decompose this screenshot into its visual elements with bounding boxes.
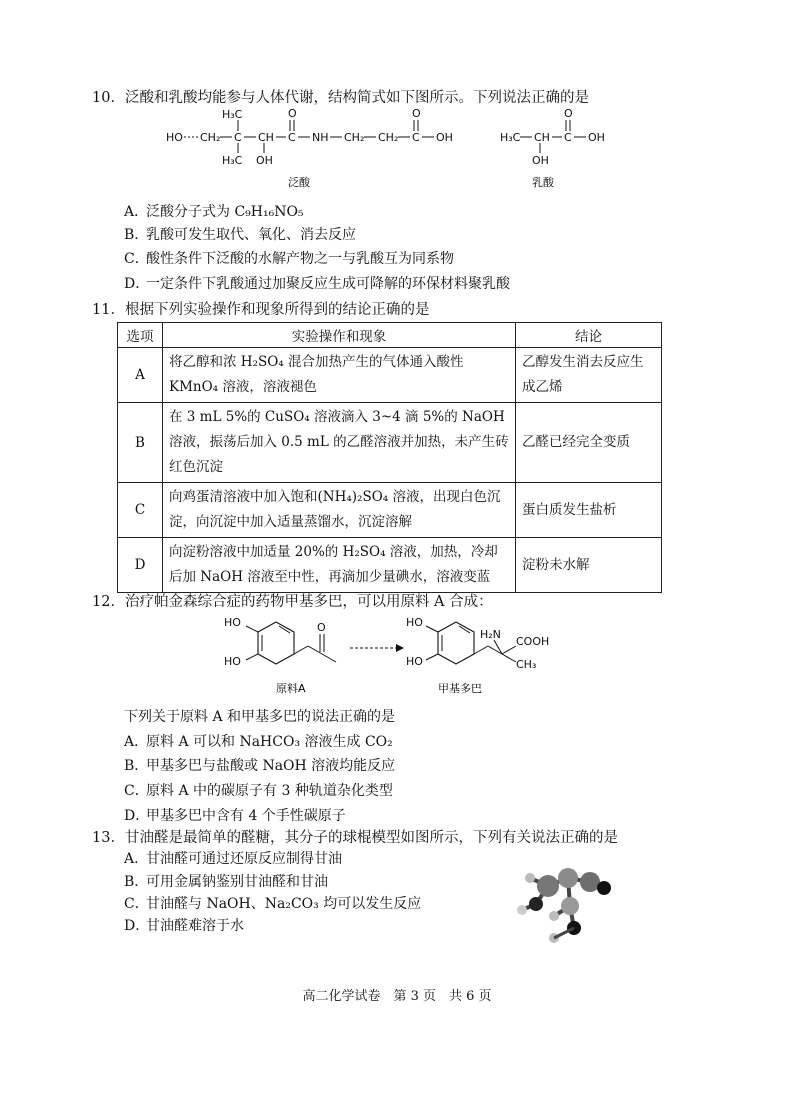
atom-ch3-bottom: H₃C	[222, 154, 243, 167]
table-row	[118, 483, 662, 538]
atom-c-lactic: C	[564, 131, 572, 144]
q12-option-d: D．甲基多巴中含有 4 个手性碳原子	[124, 808, 346, 824]
row-option: B	[118, 403, 163, 483]
caption-raw-a: 原料A	[276, 682, 306, 695]
q12-option-c: C．原料 A 中的碳原子有 3 种轨道杂化类型	[124, 783, 393, 799]
carbon-atom	[537, 875, 559, 897]
q12-structures	[210, 612, 570, 698]
row-conclusion: 淀粉未水解	[516, 538, 662, 593]
atom-ho-a: HO	[224, 616, 241, 629]
bond	[426, 626, 438, 632]
lactic-acid-structure	[500, 108, 605, 167]
page-footer: 高二化学试卷 第 3 页 共 6 页	[302, 989, 492, 1004]
atom-c-carbonyl: C	[288, 131, 296, 144]
bond	[246, 626, 258, 632]
atom-h2n: H₂N	[480, 628, 501, 641]
q13-option-b: B．可用金属钠鉴别甘油醛和甘油	[124, 874, 328, 890]
q11-stem: 11．根据下列实验操作和现象所得到的结论正确的是	[92, 302, 430, 318]
q10-structures	[160, 108, 630, 190]
oxygen-atom	[597, 881, 611, 895]
q13-stem: 13．甘油醛是最简单的醛糖，其分子的球棍模型如图所示，下列有关说法正确的是	[92, 830, 618, 846]
row-option: D	[118, 538, 163, 593]
q13-option-d: D．甘油醛难溶于水	[124, 918, 244, 934]
atom-ch-lactic: CH	[534, 131, 550, 144]
arrow-head	[396, 644, 404, 652]
row-conclusion: 蛋白质发生盐析	[516, 483, 662, 538]
benzene-ring	[258, 622, 294, 664]
row-operation: 向鸡蛋清溶液中加入饱和(NH₄)₂SO₄ 溶液，出现白色沉淀，向沉淀中加入适量蒸馏水，沉淀溶解	[163, 483, 516, 538]
atom-oh-acid: OH	[436, 131, 453, 144]
row-option: C	[118, 483, 163, 538]
hydrogen-atom	[517, 905, 527, 915]
row-option: A	[118, 348, 163, 403]
atom-ho-a2: HO	[224, 655, 241, 668]
pantothenic-caption: 泛酸	[288, 176, 310, 189]
atom-c-acid: C	[412, 131, 420, 144]
atom-ch2-b: CH₂	[344, 131, 365, 144]
hydrogen-atom	[549, 911, 559, 921]
q12-sub-stem: 下列关于原料 A 和甲基多巴的说法正确的是	[124, 709, 396, 725]
row-operation: 将乙醇和浓 H₂SO₄ 混合加热产生的气体通入酸性 KMnO₄ 溶液，溶液褪色	[163, 348, 516, 403]
bond	[426, 654, 438, 660]
atom-ho-b2: HO	[406, 655, 423, 668]
header-conclusion: 结论	[516, 323, 662, 348]
table-row	[118, 348, 662, 403]
bond	[294, 646, 308, 654]
q12-stem: 12．治疗帕金森综合症的药物甲基多巴，可以用原料 A 合成：	[92, 594, 493, 610]
q13-option-a: A．甘油醛可通过还原反应制得甘油	[124, 851, 342, 867]
methyldopa-structure	[406, 616, 549, 671]
table-row	[118, 538, 662, 593]
atom-ch2-c: CH₂	[378, 131, 399, 144]
row-operation: 在 3 mL 5%的 CuSO₄ 溶液滴入 3~4 滴 5%的 NaOH 溶液，振荡后加入 0.5 mL 的乙醛溶液并加热，未产生砖红色沉淀	[163, 403, 516, 483]
table-row	[118, 403, 662, 483]
q12-option-a: A．原料 A 可以和 NaHCO₃ 溶液生成 CO₂	[124, 734, 393, 750]
carbon-atom	[580, 872, 600, 892]
bond	[502, 646, 516, 654]
q10-option-c: C．酸性条件下泛酸的水解产物之一与乳酸互为同系物	[124, 251, 454, 267]
q13-option-c: C．甘油醛与 NaOH、Na₂CO₃ 均可以发生反应	[124, 896, 422, 912]
atom-o-acid: O	[412, 108, 421, 120]
bond	[322, 654, 336, 662]
hydrogen-atom	[525, 873, 535, 883]
atom-ch: CH	[258, 131, 274, 144]
benzene-ring	[438, 622, 474, 664]
caption-methyldopa: 甲基多巴	[438, 682, 482, 695]
atom-oh: OH	[256, 154, 273, 167]
bond	[246, 654, 258, 660]
q11-experiment-table	[117, 322, 662, 593]
atom-o: O	[288, 108, 297, 120]
atom-nh: NH	[312, 131, 329, 144]
atom-h3c: H₃C	[500, 131, 521, 144]
q10-option-a: A．泛酸分子式为 C₉H₁₆NO₅	[124, 204, 304, 220]
bond	[502, 654, 516, 662]
carbon-atom	[558, 868, 578, 888]
atom-oh-lactic: OH	[532, 154, 549, 167]
atom-cooh: COOH	[516, 635, 550, 648]
row-conclusion: 乙醛已经完全变质	[516, 403, 662, 483]
carbon-atom	[561, 897, 579, 915]
atom-oh-acid-lactic: OH	[588, 131, 605, 144]
atom-c: C	[234, 131, 242, 144]
atom-ch2: CH₂	[200, 131, 221, 144]
atom-o-a: O	[317, 621, 326, 634]
atom-ch3-top: H₃C	[222, 108, 243, 121]
oxygen-atom	[529, 897, 543, 911]
q10-stem: 10．泛酸和乳酸均能参与人体代谢，结构简式如下图所示。下列说法正确的是	[92, 90, 589, 106]
row-operation: 向淀粉溶液中加适量 20%的 H₂SO₄ 溶液，加热，冷却后加 NaOH 溶液至中性，再滴加少量碘水，溶液变蓝	[163, 538, 516, 593]
glyceraldehyde-ball-stick-model	[508, 858, 618, 948]
lactic-caption: 乳酸	[532, 176, 554, 189]
bond	[474, 646, 488, 654]
atom-o-lactic: O	[564, 108, 573, 120]
raw-material-a-structure	[224, 616, 336, 668]
q10-option-d: D．一定条件下乳酸通过加聚反应生成可降解的环保材料聚乳酸	[124, 276, 510, 292]
header-operation: 实验操作和现象	[163, 323, 516, 348]
q10-option-b: B．乳酸可发生取代、氧化、消去反应	[124, 227, 356, 243]
table-header-row	[118, 323, 662, 348]
q12-option-b: B．甲基多巴与盐酸或 NaOH 溶液均能反应	[124, 758, 396, 774]
row-conclusion: 乙醇发生消去反应生成乙烯	[516, 348, 662, 403]
atom-ch3-b: CH₃	[516, 658, 537, 671]
atom-ho: HO	[166, 131, 183, 144]
atom-ho-b: HO	[406, 616, 423, 629]
header-option: 选项	[118, 323, 163, 348]
pantothenic-acid-structure	[166, 108, 453, 167]
